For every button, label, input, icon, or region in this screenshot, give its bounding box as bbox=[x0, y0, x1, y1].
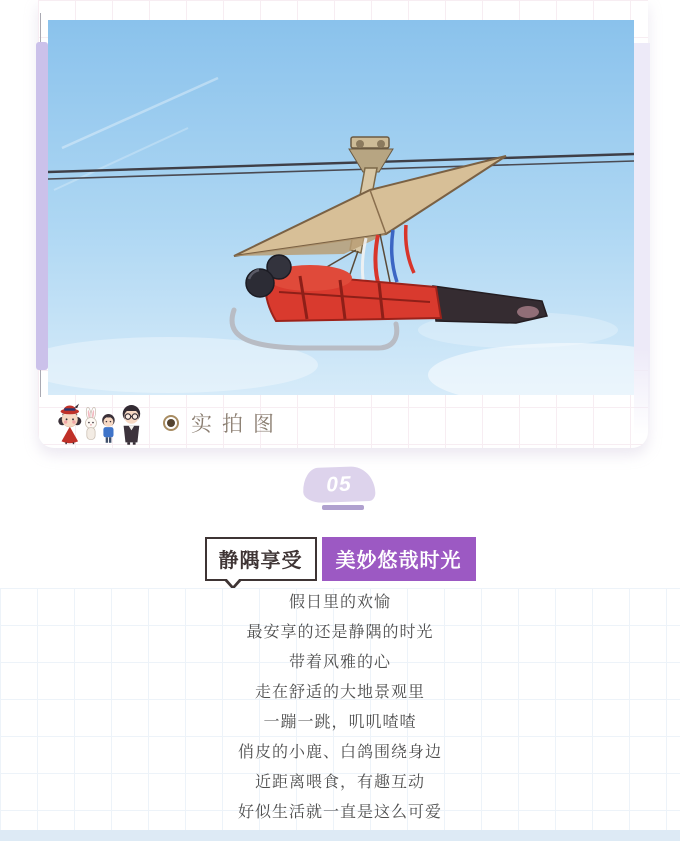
section-number-badge bbox=[302, 466, 375, 503]
body-line: 带着风雅的心 bbox=[288, 654, 391, 671]
section-title-right bbox=[322, 537, 476, 581]
photo-caption bbox=[55, 400, 284, 446]
section-title-left bbox=[205, 537, 317, 581]
target-bullet-icon bbox=[163, 415, 179, 431]
body-line: 一蹦一跳，叽叽喳喳 bbox=[263, 714, 417, 731]
body-line: 俏皮的小鹿、白鸽围绕身边 bbox=[237, 744, 442, 761]
body-line: 近距离喂食，有趣互动 bbox=[254, 774, 425, 791]
dad-character bbox=[123, 405, 140, 445]
badge-underline-decoration bbox=[322, 505, 364, 510]
mom-character bbox=[58, 404, 81, 444]
body-line: 假日里的欢愉 bbox=[288, 594, 391, 611]
zipline-scene-illustration bbox=[48, 20, 634, 395]
right-lavender-strip-decoration bbox=[634, 43, 650, 435]
section-header bbox=[0, 537, 680, 581]
section-title-right-label: 美妙悠哉时光 bbox=[335, 550, 462, 572]
body-line: 好似生活就一直是这么可爱 bbox=[237, 804, 442, 821]
caption-label: 实拍图 bbox=[191, 412, 284, 436]
boy-character bbox=[102, 414, 115, 443]
photo-card bbox=[38, 0, 648, 448]
bottom-strip-decoration bbox=[0, 830, 680, 841]
bunny-character bbox=[85, 407, 96, 439]
body-line: 最安享的还是静隅的时光 bbox=[246, 624, 434, 641]
body-line: 走在舒适的大地景观里 bbox=[254, 684, 425, 701]
body-text-section bbox=[0, 588, 680, 841]
family-characters-icon bbox=[55, 400, 149, 446]
zipline-flyer-photo[interactable] bbox=[48, 20, 634, 395]
section-title-left-label: 静隅享受 bbox=[218, 550, 303, 572]
section-number: 05 bbox=[325, 472, 353, 496]
left-purple-bar-decoration bbox=[36, 42, 48, 370]
